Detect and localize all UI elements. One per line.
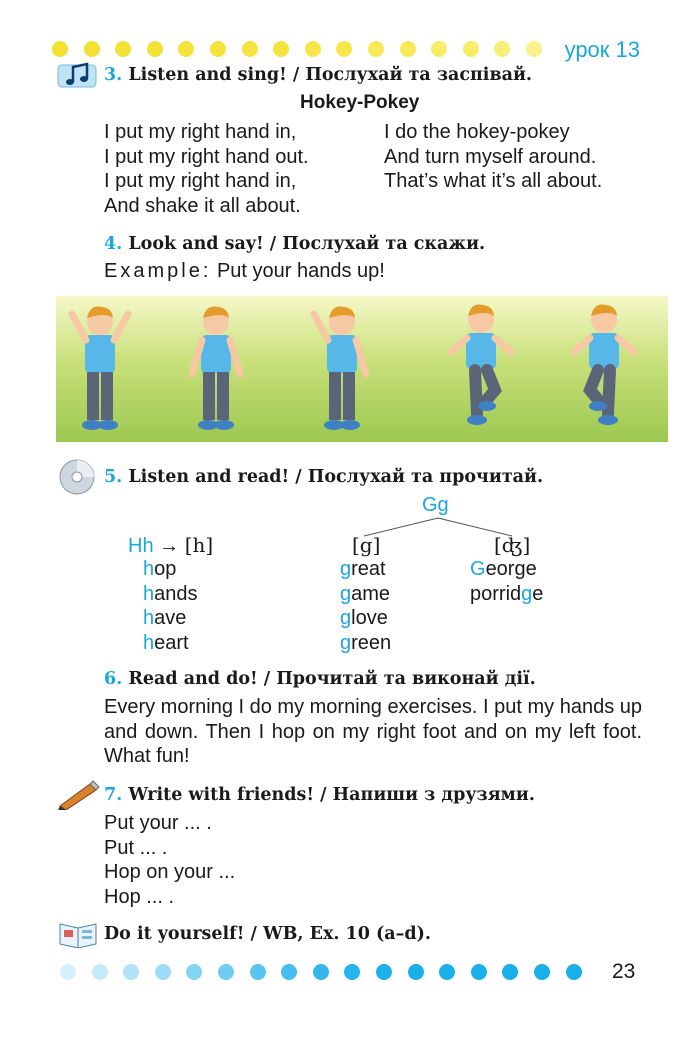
song-title: Hokey-Pokey (300, 92, 420, 113)
song-line: I put my right hand in, (104, 170, 297, 192)
exercise-3-title: Listen and sing! / Послухай та заспівай. (128, 65, 533, 85)
word-first-letter: g (340, 582, 352, 605)
word-rest: ands (154, 582, 198, 605)
word-rest: reen (351, 631, 392, 654)
h-letter: Hh (128, 535, 154, 557)
list-item (470, 557, 543, 582)
list-item (470, 582, 543, 607)
song-left-column (104, 120, 309, 218)
exercise-3-heading (104, 65, 532, 85)
lesson-label: урок 13 (564, 37, 640, 62)
example-text: Put your hands up! (216, 260, 385, 282)
g-word-list (340, 557, 391, 655)
song-line: I put my right hand in, (104, 121, 297, 143)
list-item: Hop on your ... (104, 861, 236, 883)
exercise-5-title: Listen and read! / Послухай та прочитай. (128, 467, 544, 487)
word-prefix: porrid (470, 582, 522, 605)
g-sound-soft: [ʤ] (494, 533, 531, 557)
exercise-4-title: Look and say! / Послухай та скажи. (128, 234, 486, 254)
word-first-letter: h (143, 558, 155, 580)
list-item: Put ... . (104, 836, 168, 859)
word-first-letter: h (143, 631, 155, 654)
j-word-list (470, 557, 543, 606)
word-highlight-letter: g (521, 582, 533, 605)
song-right-column (384, 120, 602, 194)
word-rest: reat (351, 558, 386, 580)
exercise-3-number: 3. (104, 65, 123, 85)
word-rest: op (154, 558, 177, 580)
exercise-6-heading (104, 669, 536, 689)
list-item (143, 606, 198, 631)
song-line: I do the hokey-pokey (384, 121, 570, 143)
list-item (143, 557, 198, 582)
exercise-6-title: Read and do! / Прочитай та виконай дії. (128, 669, 536, 689)
boy-exercise-illustration (56, 296, 668, 442)
list-item (340, 631, 391, 656)
bottom-dot-row (60, 964, 597, 980)
word-first-letter: h (143, 607, 155, 629)
list-item (340, 606, 391, 631)
song-line: I put my right hand out. (104, 145, 309, 168)
word-first-letter: h (143, 582, 155, 605)
example-line (104, 259, 385, 284)
h-phonics-header (128, 533, 213, 558)
exercise-7-heading (104, 785, 535, 805)
word-suffix: e (532, 582, 544, 605)
word-first-letter: g (340, 631, 352, 654)
workbook-task: Do it yourself! / WB, Ex. 10 (a–d). (104, 924, 431, 944)
list-item (340, 557, 391, 582)
word-first-letter: g (340, 607, 352, 629)
g-letter: Gg (422, 494, 449, 516)
word-rest: ave (154, 607, 187, 629)
song-line: And turn myself around. (384, 145, 597, 168)
list-item (143, 582, 198, 607)
exercise-7-number: 7. (104, 785, 123, 805)
exercise-6-paragraph: Every morning I do my morning exercises. I put my hands up and down. Then I hop on my right foot and on my left foot. What fun! (104, 696, 643, 767)
exercise-5-number: 5. (104, 467, 123, 487)
h-sound: [h] (184, 533, 214, 557)
arrow-right-icon: → (159, 535, 180, 557)
g-sound-hard: [g] (352, 533, 381, 557)
list-item: Put your ... . (104, 812, 212, 834)
pencil-icon (56, 780, 100, 810)
workbook-icon (58, 918, 98, 948)
list-item: Hop ... . (104, 885, 175, 908)
music-note-icon (57, 60, 99, 90)
word-rest: eart (154, 631, 189, 654)
h-word-list (143, 557, 198, 655)
list-item (340, 582, 391, 607)
page-number: 23 (612, 960, 636, 983)
example-label: Example: (104, 260, 212, 282)
top-dot-row (52, 41, 558, 57)
exercise-4-number: 4. (104, 234, 123, 254)
exercise-6-number: 6. (104, 669, 123, 689)
exercise-4-heading (104, 234, 485, 254)
word-rest: love (351, 607, 388, 629)
word-first-letter: G (470, 558, 486, 580)
exercise-5-heading (104, 467, 543, 487)
word-first-letter: g (340, 558, 352, 580)
word-rest: eorge (485, 558, 537, 580)
word-rest: ame (351, 582, 391, 605)
exercise-7-title: Write with friends! / Напиши з друзями. (128, 785, 535, 805)
list-item (143, 631, 198, 656)
song-line: And shake it all about. (104, 194, 301, 217)
cd-disc-icon (58, 458, 96, 496)
exercise-7-lines (104, 811, 235, 909)
song-line: That’s what it’s all about. (384, 170, 603, 192)
